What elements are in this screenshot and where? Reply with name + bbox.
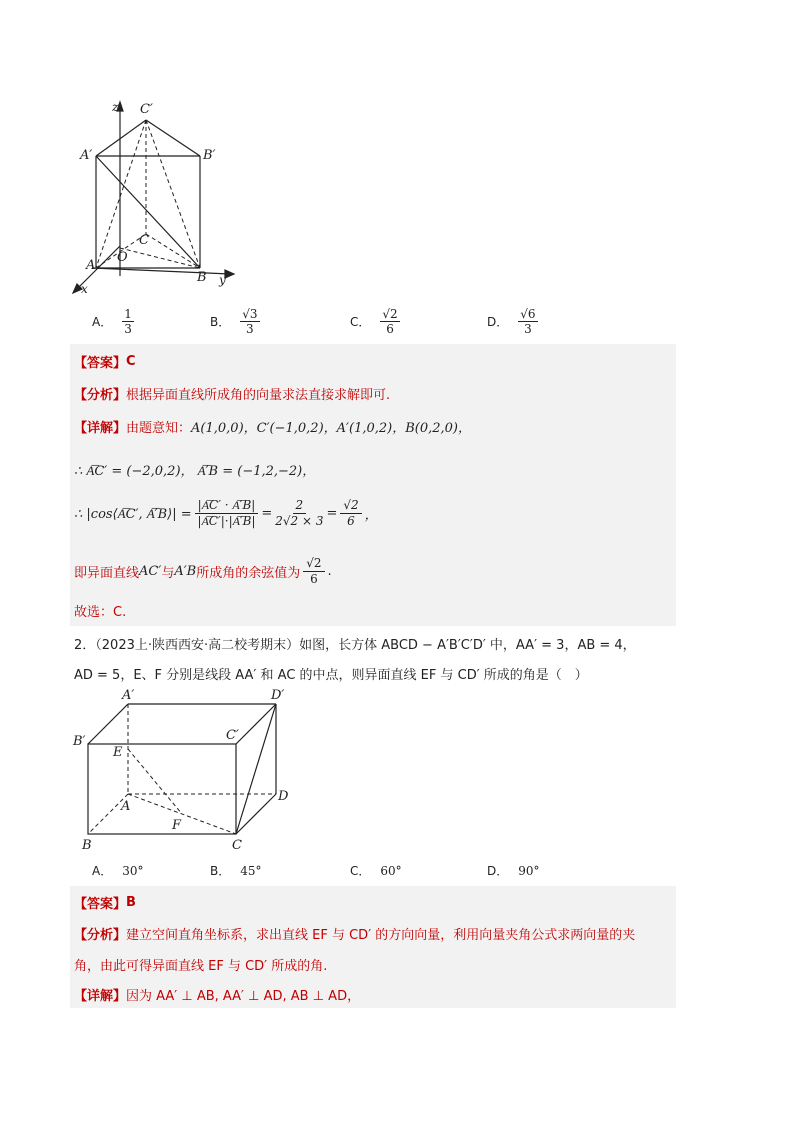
label-a-2: A	[121, 799, 131, 814]
label-f: F	[172, 818, 182, 833]
q2-option-b[interactable]	[210, 862, 262, 879]
line-end: ，	[364, 508, 378, 523]
conclusion-line-ac: AC′	[139, 564, 162, 579]
q2-stem-line1: 2．（2023上·陕西西安·高二校考期末）如图，长方体 ABCD − A′B′C′D′ 中，AA′ = 3，AB = 4，	[74, 638, 636, 653]
q1-answer	[74, 352, 136, 371]
conclusion-prefix: 即异面直线	[74, 566, 140, 581]
label-z: z	[112, 100, 119, 114]
option-letter: C．	[350, 315, 371, 329]
option-letter: A．	[92, 864, 113, 878]
label-e: E	[113, 745, 123, 760]
option-value: 90°	[518, 863, 540, 878]
cos-left: ∴ |cos⟨A͞C′, A͞′B⟩| =	[74, 506, 192, 522]
detail-tag: 【详解】	[74, 421, 127, 436]
option-letter: A．	[92, 315, 113, 329]
analysis-text-2: 角，由此可得异面直线 EF 与 CD′ 所成的角.	[74, 959, 328, 974]
label-a: A	[86, 258, 96, 273]
option-fraction: $\frac{√2}{6}$	[382, 307, 398, 336]
conclusion-suffix: 所成角的余弦值为	[196, 566, 301, 581]
option-letter: D．	[487, 864, 509, 878]
option-letter: B．	[210, 864, 231, 878]
conclusion-mid: 与	[161, 566, 175, 581]
q1-option-a[interactable]	[92, 307, 134, 336]
analysis-text: 建立空间直角坐标系，求出直线 EF 与 CD′ 的方向向量，利用向量夹角公式求两向量的夹	[126, 928, 636, 943]
q2-analysis-line2	[74, 955, 327, 974]
answer-tag: 【答案】	[74, 356, 127, 371]
option-fraction: $\frac{√3}{3}$	[242, 307, 258, 336]
analysis-text: 根据异面直线所成角的向量求法直接求解即可.	[126, 388, 391, 403]
detail-text: 因为 AA′ ⊥ AB, AA′ ⊥ AD, AB ⊥ AD，	[126, 989, 361, 1004]
label-o: O	[117, 250, 128, 265]
label-b-prime: B′	[203, 148, 216, 163]
label-b: B	[197, 270, 207, 285]
label-x: x	[81, 282, 88, 296]
q2-option-c[interactable]	[350, 862, 402, 879]
q1-option-b[interactable]	[210, 307, 260, 336]
option-letter: C．	[350, 864, 371, 878]
option-value: 60°	[380, 863, 402, 878]
q1-choose	[74, 601, 126, 620]
detail-coords: A(1,0,0)，C′(−1,0,2)，A′(1,0,2)，B(0,2,0)，	[191, 421, 471, 436]
label-y: y	[219, 273, 226, 287]
detail-tag: 【详解】	[74, 989, 127, 1004]
analysis-tag: 【分析】	[74, 928, 127, 943]
label-b-2: B	[82, 838, 92, 853]
vector-coords: ∴ A͞C′ = (−2,0,2)， A͞′B = (−1,2,−2)，	[74, 464, 316, 479]
q2-answer	[74, 893, 136, 912]
q1-detail-line1	[74, 417, 471, 436]
label-b-prime-2: B′	[73, 734, 86, 749]
q1-option-c[interactable]	[350, 307, 400, 336]
q2-stem-line2: AD = 5，E、F 分别是线段 AA′ 和 AC 的中点，则异面直线 EF 与 CD′ 所成的角是（ ）	[74, 668, 588, 683]
q1-detail-line3	[74, 498, 378, 529]
label-c-prime: C′	[140, 102, 153, 117]
label-c-prime-2: C′	[226, 728, 239, 743]
option-fraction: $\frac{√6}{3}$	[520, 307, 536, 336]
answer-tag: 【答案】	[74, 897, 127, 912]
label-a-prime: A′	[80, 148, 93, 163]
q1-detail-line2	[74, 460, 315, 479]
answer-value: C	[126, 354, 136, 369]
value-fraction: $\frac{2}{2√2 \times 3}$	[275, 498, 324, 528]
q1-analysis	[74, 384, 390, 403]
eq-sign-2: =	[326, 506, 338, 521]
conclusion-fraction: √2 6	[303, 556, 324, 587]
label-d-prime: D′	[271, 688, 285, 703]
conclusion-line-ab: A′B	[174, 564, 197, 579]
result-fraction: $\frac{√2}{6}$	[340, 498, 361, 529]
detail-prefix: 由题意知：	[126, 421, 192, 436]
label-d: D	[278, 789, 289, 804]
q2-option-d[interactable]	[487, 862, 540, 879]
option-letter: D．	[487, 315, 509, 329]
option-fraction: $\frac{1}{3}$	[124, 307, 132, 336]
choose-text: 故选：C.	[74, 605, 127, 620]
q2-option-a[interactable]	[92, 862, 144, 879]
option-letter: B．	[210, 315, 231, 329]
analysis-tag: 【分析】	[74, 388, 127, 403]
q1-option-d[interactable]	[487, 307, 538, 336]
q1-conclusion	[74, 556, 332, 587]
q2-box-figure	[80, 694, 290, 842]
option-value: 45°	[240, 863, 262, 878]
answer-value: B	[126, 895, 136, 910]
q2-detail	[74, 985, 360, 1004]
label-a-prime-2: A′	[122, 688, 135, 703]
eq-sign: =	[261, 506, 273, 521]
cos-fraction: $\frac{|A͞C' \cdot A͞'B|}{|A͞C'|\cdot|A͞'B|}$	[195, 498, 259, 529]
conclusion-end: .	[327, 564, 332, 579]
option-value: 30°	[122, 863, 144, 878]
q2-analysis-line1	[74, 924, 635, 943]
label-c: C	[139, 233, 149, 248]
label-c-2: C	[232, 838, 242, 853]
